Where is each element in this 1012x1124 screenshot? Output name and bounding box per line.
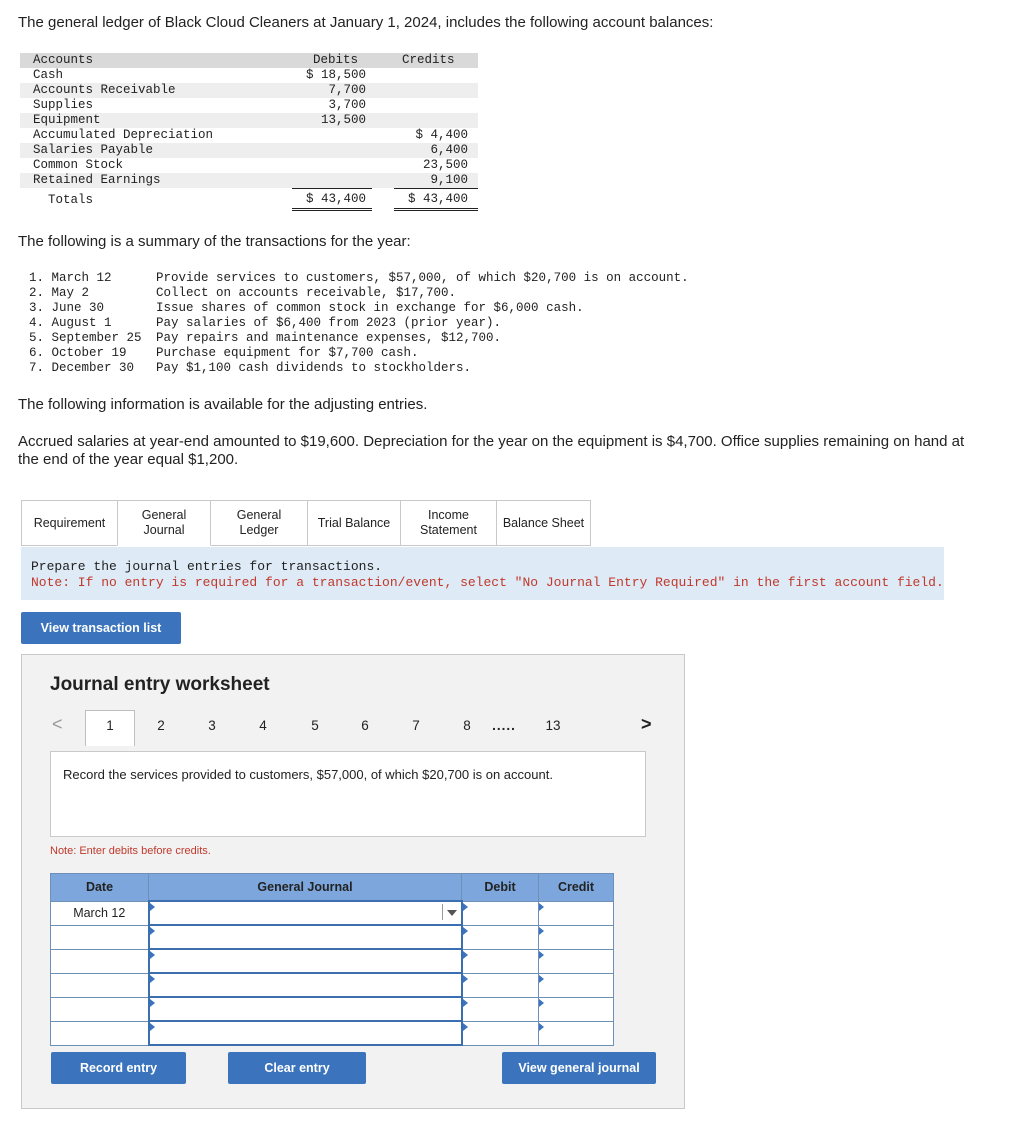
page-ellipsis: ..... — [492, 718, 516, 733]
transaction-desc: Pay $1,100 cash dividends to stockholders. — [156, 361, 472, 375]
intro-text: The general ledger of Black Cloud Cleaners at January 1, 2024, includes the following account balances: — [18, 14, 714, 31]
view-transaction-list-button[interactable]: View transaction list — [21, 612, 181, 644]
adjusting-info: Accrued salaries at year-end amounted to $19,600. Depreciation for the year on the equipment is $4,700. Office supplies remaining on hand at the end of the year equal $1,200. — [18, 433, 965, 468]
account-credit: 23,500 — [422, 158, 468, 172]
subtotal-rule — [292, 188, 372, 189]
instructions-note: Note: If no entry is required for a transaction/event, select "No Journal Entry Required" in the first account field. — [31, 575, 944, 590]
credit-input[interactable] — [539, 949, 614, 973]
tab-requirement[interactable]: Requirement — [21, 500, 118, 546]
account-credit: 6,400 — [430, 143, 468, 157]
clear-entry-button[interactable]: Clear entry — [228, 1052, 366, 1084]
transaction-date: 4. August 1 — [29, 316, 112, 330]
input-marker-icon — [539, 903, 544, 911]
debit-input[interactable] — [462, 925, 539, 949]
page-6[interactable]: 6 — [361, 718, 369, 733]
total-double-rule — [292, 208, 372, 209]
date-column-header: Date — [51, 874, 149, 902]
table-row — [51, 901, 614, 925]
input-marker-icon — [150, 903, 155, 911]
table-row — [51, 997, 614, 1021]
account-name: Supplies — [33, 98, 94, 112]
transaction-desc: Pay salaries of $6,400 from 2023 (prior year). — [156, 316, 502, 330]
record-entry-button[interactable]: Record entry — [51, 1052, 186, 1084]
account-name: Salaries Payable — [33, 143, 154, 157]
date-cell[interactable]: March 12 — [51, 901, 149, 925]
transaction-date: 2. May 2 — [29, 286, 90, 300]
input-marker-icon — [463, 903, 468, 911]
account-credit: $ 4,400 — [415, 128, 468, 142]
journal-entry-table — [50, 873, 614, 1046]
input-marker-icon — [150, 999, 155, 1007]
input-marker-icon — [150, 927, 155, 935]
page-3[interactable]: 3 — [208, 718, 216, 733]
account-debit: 7,700 — [328, 83, 366, 97]
credit-input[interactable] — [539, 901, 614, 925]
input-marker-icon — [539, 1023, 544, 1031]
table-row — [51, 973, 614, 997]
account-select[interactable] — [149, 901, 462, 925]
page-13[interactable]: 13 — [545, 718, 561, 733]
next-arrow-icon[interactable]: > — [641, 714, 652, 734]
total-double-rule — [292, 210, 372, 211]
account-select[interactable] — [149, 925, 462, 949]
account-name: Cash — [33, 68, 64, 82]
tab-general-ledger[interactable]: General Ledger — [210, 500, 308, 546]
totals-label: Totals — [48, 193, 94, 207]
input-marker-icon — [539, 975, 544, 983]
page-1[interactable]: 1 — [106, 718, 114, 733]
debit-input[interactable] — [462, 1021, 539, 1045]
transaction-desc: Provide services to customers, $57,000, of which $20,700 is on account. — [156, 271, 689, 285]
page-7[interactable]: 7 — [412, 718, 420, 733]
credit-input[interactable] — [539, 997, 614, 1021]
account-debit: 3,700 — [328, 98, 366, 112]
account-name: Equipment — [33, 113, 101, 127]
credit-column-header: Credit — [539, 874, 614, 902]
input-marker-icon — [150, 1023, 155, 1031]
page-4[interactable]: 4 — [259, 718, 267, 733]
debits-header: Debits — [313, 53, 359, 67]
debit-input[interactable] — [462, 949, 539, 973]
prev-arrow-icon[interactable]: < — [52, 714, 63, 734]
adjusting-intro: The following information is available for the adjusting entries. — [18, 396, 428, 413]
transaction-date: 3. June 30 — [29, 301, 105, 315]
table-row — [51, 1021, 614, 1045]
debit-input[interactable] — [462, 901, 539, 925]
account-name: Accumulated Depreciation — [33, 128, 214, 142]
account-name: Common Stock — [33, 158, 124, 172]
tab-income-statement[interactable]: Income Statement — [400, 500, 497, 546]
account-name: Accounts Receivable — [33, 83, 176, 97]
table-row — [51, 949, 614, 973]
worksheet-title: Journal entry worksheet — [50, 674, 270, 695]
transaction-date: 6. October 19 — [29, 346, 127, 360]
debit-column-header: Debit — [462, 874, 539, 902]
debit-input[interactable] — [462, 973, 539, 997]
instructions-main: Prepare the journal entries for transactions. — [31, 559, 383, 574]
transaction-desc: Pay repairs and maintenance expenses, $12,700. — [156, 331, 502, 345]
account-credit: 9,100 — [430, 173, 468, 187]
debit-input[interactable] — [462, 997, 539, 1021]
transactions-intro: The following is a summary of the transactions for the year: — [18, 233, 411, 250]
debits-note: Note: Enter debits before credits. — [50, 845, 211, 857]
transaction-date: 7. December 30 — [29, 361, 135, 375]
date-cell[interactable] — [51, 949, 149, 973]
date-cell[interactable] — [51, 1021, 149, 1045]
account-select[interactable] — [149, 997, 462, 1021]
page-2[interactable]: 2 — [157, 718, 165, 733]
date-cell[interactable] — [51, 973, 149, 997]
account-name: Retained Earnings — [33, 173, 161, 187]
total-double-rule — [394, 210, 478, 211]
tab-balance-sheet[interactable]: Balance Sheet — [496, 500, 591, 546]
date-cell[interactable] — [51, 925, 149, 949]
account-select[interactable] — [149, 949, 462, 973]
table-row — [51, 925, 614, 949]
transaction-date: 5. September 25 — [29, 331, 142, 345]
input-marker-icon — [463, 927, 468, 935]
total-double-rule — [394, 208, 478, 209]
transaction-desc: Purchase equipment for $7,700 cash. — [156, 346, 419, 360]
general-journal-column-header: General Journal — [149, 874, 462, 902]
input-marker-icon — [539, 999, 544, 1007]
tab-trial-balance[interactable]: Trial Balance — [307, 500, 401, 546]
totals-debit: $ 43,400 — [305, 192, 366, 206]
account-debit: $ 18,500 — [305, 68, 366, 82]
view-general-journal-button[interactable]: View general journal — [502, 1052, 656, 1084]
transaction-date: 1. March 12 — [29, 271, 112, 285]
transaction-desc: Collect on accounts receivable, $17,700. — [156, 286, 457, 300]
input-marker-icon — [463, 951, 468, 959]
input-marker-icon — [463, 1023, 468, 1031]
credits-header: Credits — [402, 53, 455, 67]
dropdown-divider — [442, 904, 443, 920]
credit-input[interactable] — [539, 1021, 614, 1045]
account-debit: 13,500 — [320, 113, 366, 127]
input-marker-icon — [539, 927, 544, 935]
input-marker-icon — [463, 975, 468, 983]
transaction-desc: Issue shares of common stock in exchange for $6,000 cash. — [156, 301, 584, 315]
credit-input[interactable] — [539, 973, 614, 997]
account-select[interactable] — [149, 1021, 462, 1045]
subtotal-rule — [394, 188, 478, 189]
credit-input[interactable] — [539, 925, 614, 949]
account-select[interactable] — [149, 973, 462, 997]
input-marker-icon — [150, 975, 155, 983]
input-marker-icon — [539, 951, 544, 959]
question-box: Record the services provided to customers, $57,000, of which $20,700 is on account. — [50, 751, 646, 837]
input-marker-icon — [463, 999, 468, 1007]
tab-general-journal[interactable]: General Journal — [117, 500, 211, 546]
chevron-down-icon[interactable] — [447, 910, 457, 916]
accounts-header: Accounts — [33, 53, 94, 67]
input-marker-icon — [150, 951, 155, 959]
totals-credit: $ 43,400 — [407, 192, 468, 206]
date-cell[interactable] — [51, 997, 149, 1021]
page-5[interactable]: 5 — [311, 718, 319, 733]
page-8[interactable]: 8 — [463, 718, 471, 733]
